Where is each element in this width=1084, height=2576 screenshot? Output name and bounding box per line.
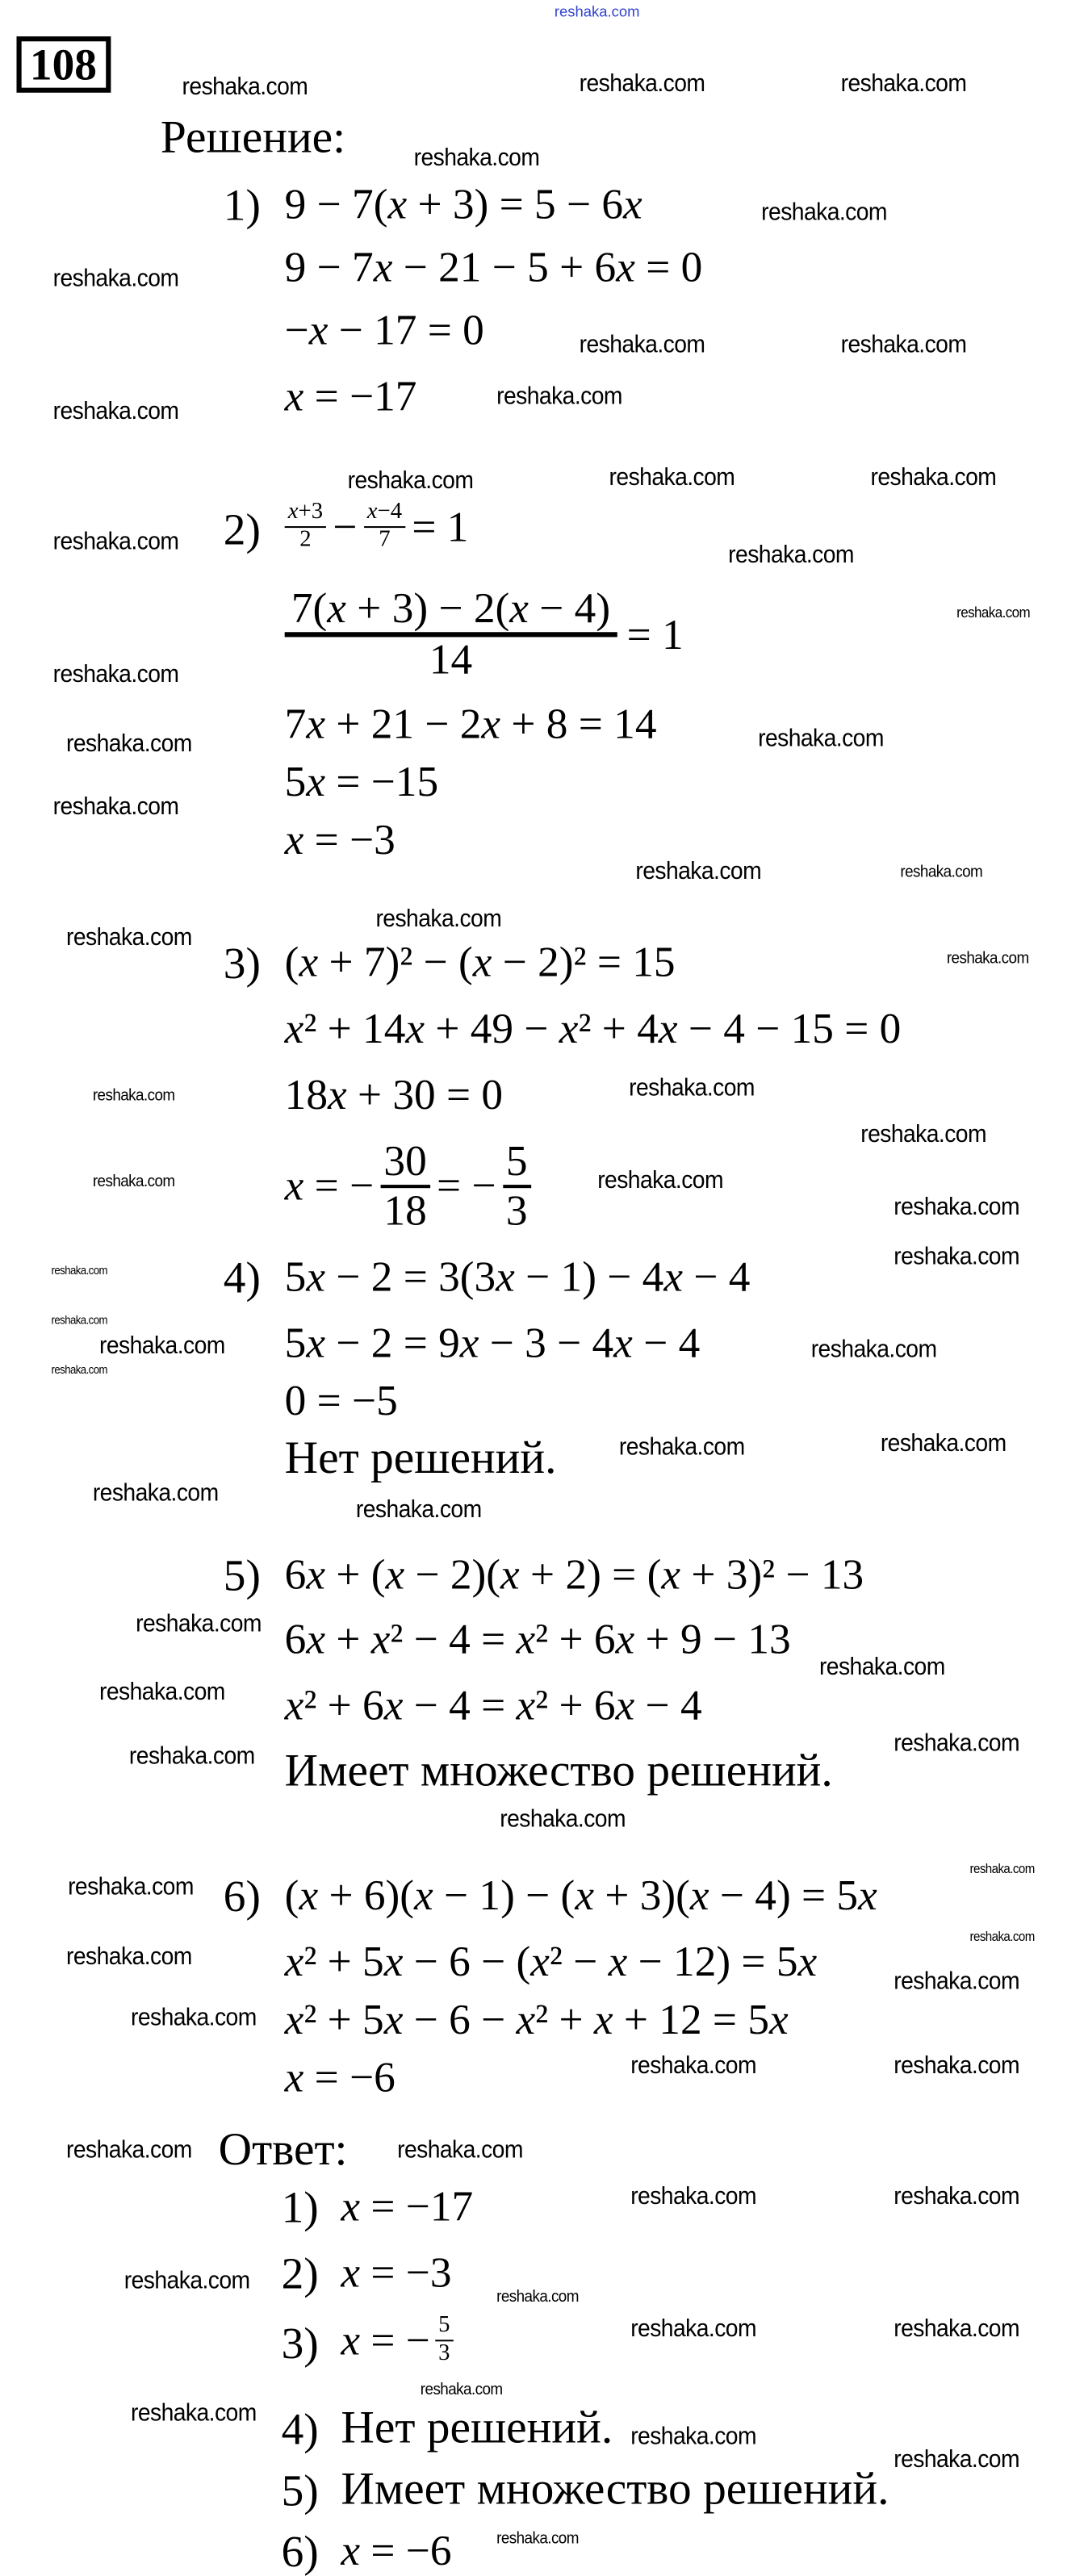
- denominator: 7: [379, 528, 391, 553]
- watermark-text: reshaka.com: [840, 69, 967, 98]
- watermark-text: reshaka.com: [128, 1742, 255, 1771]
- watermark-text: reshaka.com: [66, 730, 192, 759]
- watermark-text: reshaka.com: [894, 1242, 1019, 1271]
- fraction: [285, 583, 617, 684]
- denominator: 3: [438, 2341, 450, 2367]
- watermark-text: reshaka.com: [92, 1479, 219, 1508]
- problem-6-label: 6): [223, 1871, 261, 1922]
- equation-line: x² + 5x − 6 − x² + x + 12 = 5x: [284, 1995, 789, 2044]
- equation-line: x² + 14x + 49 − x² + 4x − 4 − 15 = 0: [284, 1004, 902, 1053]
- watermark-text: reshaka.com: [630, 2315, 756, 2344]
- equation-line: 9 − 7x − 21 − 5 + 6x = 0: [284, 243, 703, 291]
- watermark-text: reshaka.com: [818, 1653, 945, 1682]
- watermark-text: reshaka.com: [413, 144, 540, 173]
- equation-line: 0 = −5: [284, 1376, 398, 1425]
- problem-2-label: 2): [223, 504, 261, 554]
- denominator: 2: [299, 528, 312, 553]
- watermark-text: reshaka.com: [880, 1429, 1007, 1458]
- fraction: [380, 1136, 430, 1235]
- watermark-text: reshaka.com: [894, 2051, 1019, 2080]
- answer-label: 3): [281, 2318, 319, 2369]
- solution-heading: Решение:: [160, 112, 346, 164]
- answer-value: [341, 2313, 453, 2368]
- rhs: = 1: [626, 609, 684, 659]
- watermark-text: reshaka.com: [900, 864, 983, 882]
- lhs: x = −: [284, 1161, 375, 1210]
- watermark-text: reshaka.com: [894, 1967, 1019, 1996]
- equation-line: [285, 500, 469, 554]
- exercise-number: 108: [17, 36, 111, 93]
- answer-label: 6): [281, 2526, 319, 2576]
- watermark-text: reshaka.com: [629, 1073, 755, 1102]
- watermark-text: reshaka.com: [92, 1087, 175, 1106]
- watermark-text: reshaka.com: [860, 1120, 986, 1148]
- answer-label: 4): [281, 2404, 319, 2454]
- watermark-text: reshaka.com: [579, 331, 705, 359]
- watermark-text: reshaka.com: [52, 528, 179, 556]
- denominator: 3: [505, 1186, 528, 1235]
- watermark-text: reshaka.com: [66, 923, 192, 951]
- lhs: x = −: [341, 2315, 430, 2364]
- problem-4-label: 4): [223, 1252, 261, 1303]
- equation-line: 18x + 30 = 0: [284, 1070, 504, 1119]
- conclusion-text: Нет решений.: [284, 1432, 557, 1485]
- numerator: 5: [435, 2313, 454, 2341]
- equation-line: [284, 1136, 531, 1235]
- watermark-text: reshaka.com: [182, 73, 308, 102]
- watermark-text: reshaka.com: [496, 2288, 579, 2307]
- problem-5-label: 5): [223, 1550, 261, 1600]
- equation-line: 6x + (x − 2)(x + 2) = (x + 3)² − 13: [284, 1550, 864, 1599]
- watermark-text: reshaka.com: [52, 397, 179, 425]
- fraction: [285, 500, 327, 554]
- equation-line: (x + 6)(x − 1) − (x + 3)(x − 4) = 5x: [284, 1871, 877, 1920]
- equation-line: (x + 7)² − (x − 2)² = 15: [284, 938, 676, 987]
- watermark-text: reshaka.com: [894, 1193, 1019, 1222]
- equation-line: 5x − 2 = 9x − 3 − 4x − 4: [284, 1319, 701, 1367]
- watermark-text: reshaka.com: [635, 857, 762, 885]
- numerator: 7(x + 3) − 2(x − 4): [285, 586, 617, 638]
- problem-3-label: 3): [223, 938, 261, 989]
- watermark-text: reshaka.com: [66, 1942, 192, 1972]
- numerator: x+3: [285, 500, 327, 528]
- equation-line: 5x − 2 = 3(3x − 1) − 4x − 4: [284, 1252, 751, 1301]
- watermark-text: reshaka.com: [130, 2399, 257, 2428]
- watermark-text: reshaka.com: [52, 792, 179, 821]
- watermark-text: reshaka.com: [894, 2182, 1019, 2211]
- watermark-text: reshaka.com: [618, 1432, 745, 1462]
- fraction: [435, 2313, 454, 2368]
- answer-label: 1): [281, 2182, 319, 2232]
- answer-label: 2): [281, 2248, 319, 2299]
- watermark-text: reshaka.com: [969, 1861, 1035, 1877]
- fraction: [503, 1136, 531, 1235]
- watermark-text: reshaka.com: [956, 604, 1031, 621]
- denominator: 18: [383, 1186, 427, 1235]
- watermark-text: reshaka.com: [68, 1873, 194, 1901]
- numerator: 5: [503, 1139, 531, 1189]
- problem-1-label: 1): [223, 180, 261, 231]
- equation-line: 9 − 7(x + 3) = 5 − 6x: [284, 180, 642, 228]
- operator: −: [333, 502, 358, 550]
- watermark-text: reshaka.com: [630, 2051, 756, 2080]
- conclusion-text: Имеет множество решений.: [284, 1746, 833, 1797]
- watermark-text: reshaka.com: [630, 2422, 756, 2451]
- rhs: = 1: [412, 502, 469, 550]
- answer-value: x = −6: [341, 2526, 452, 2575]
- watermark-text: reshaka.com: [609, 463, 735, 491]
- watermark-text: reshaka.com: [728, 541, 854, 570]
- watermark-text: reshaka.com: [969, 1929, 1035, 1945]
- watermark-text: reshaka.com: [66, 2136, 192, 2164]
- watermark-text: reshaka.com: [92, 1173, 175, 1192]
- watermark-text: reshaka.com: [136, 1610, 262, 1638]
- watermark-text: reshaka.com: [52, 265, 179, 293]
- watermark-text: reshaka.com: [496, 2530, 579, 2549]
- watermark-text: reshaka.com: [99, 1332, 225, 1361]
- equation-line: x = −6: [284, 2053, 396, 2102]
- equation-line: −x − 17 = 0: [284, 306, 484, 354]
- equation-line: [285, 583, 684, 684]
- watermark-text: reshaka.com: [51, 1365, 107, 1377]
- equation-line: 5x = −15: [284, 758, 439, 806]
- watermark-text: reshaka.com: [894, 2445, 1019, 2474]
- watermark-text: reshaka.com: [130, 2004, 257, 2032]
- watermark-text: reshaka.com: [758, 725, 884, 753]
- watermark-text: reshaka.com: [496, 382, 622, 411]
- watermark-text: reshaka.com: [397, 2136, 523, 2164]
- operator: = −: [437, 1161, 496, 1210]
- fraction: [364, 500, 406, 554]
- watermark-text: reshaka.com: [894, 2315, 1019, 2344]
- watermark-text: reshaka.com: [52, 660, 179, 688]
- equation-line: x² + 6x − 4 = x² + 6x − 4: [284, 1681, 702, 1729]
- watermark-text: reshaka.com: [840, 331, 967, 359]
- watermark-text: reshaka.com: [500, 1804, 626, 1834]
- top-watermark-link[interactable]: reshaka.com: [554, 3, 640, 20]
- answer-label: 5): [281, 2465, 319, 2515]
- equation-line: x² + 5x − 6 − (x² − x − 12) = 5x: [284, 1938, 818, 1986]
- watermark-text: reshaka.com: [51, 1315, 107, 1328]
- numerator: 30: [380, 1139, 430, 1189]
- watermark-text: reshaka.com: [630, 2182, 756, 2211]
- watermark-text: reshaka.com: [894, 1729, 1019, 1758]
- denominator: 14: [429, 635, 473, 684]
- watermark-text: reshaka.com: [946, 949, 1029, 968]
- watermark-text: reshaka.com: [870, 463, 997, 491]
- watermark-text: reshaka.com: [420, 2381, 503, 2400]
- watermark-text: reshaka.com: [347, 466, 474, 496]
- equation-line: x = −17: [284, 372, 417, 420]
- watermark-text: reshaka.com: [51, 1265, 107, 1278]
- equation-line: 7x + 21 − 2x + 8 = 14: [284, 700, 657, 748]
- equation-line: 6x + x² − 4 = x² + 6x + 9 − 13: [284, 1615, 791, 1663]
- answer-value: Нет решений.: [341, 2402, 613, 2454]
- watermark-text: reshaka.com: [579, 69, 705, 98]
- watermark-text: reshaka.com: [810, 1335, 937, 1364]
- watermark-text: reshaka.com: [761, 199, 887, 227]
- watermark-text: reshaka.com: [355, 1495, 482, 1524]
- watermark-text: reshaka.com: [99, 1678, 225, 1706]
- answer-value: Имеет множество решений.: [341, 2464, 889, 2515]
- numerator: x−4: [364, 500, 406, 528]
- watermark-text: reshaka.com: [375, 905, 502, 934]
- answer-value: x = −3: [341, 2248, 452, 2297]
- equation-line: x = −3: [284, 815, 396, 864]
- watermark-text: reshaka.com: [597, 1166, 723, 1195]
- watermark-text: reshaka.com: [123, 2267, 250, 2295]
- answer-value: x = −17: [341, 2182, 474, 2231]
- answer-heading: Ответ:: [218, 2124, 348, 2177]
